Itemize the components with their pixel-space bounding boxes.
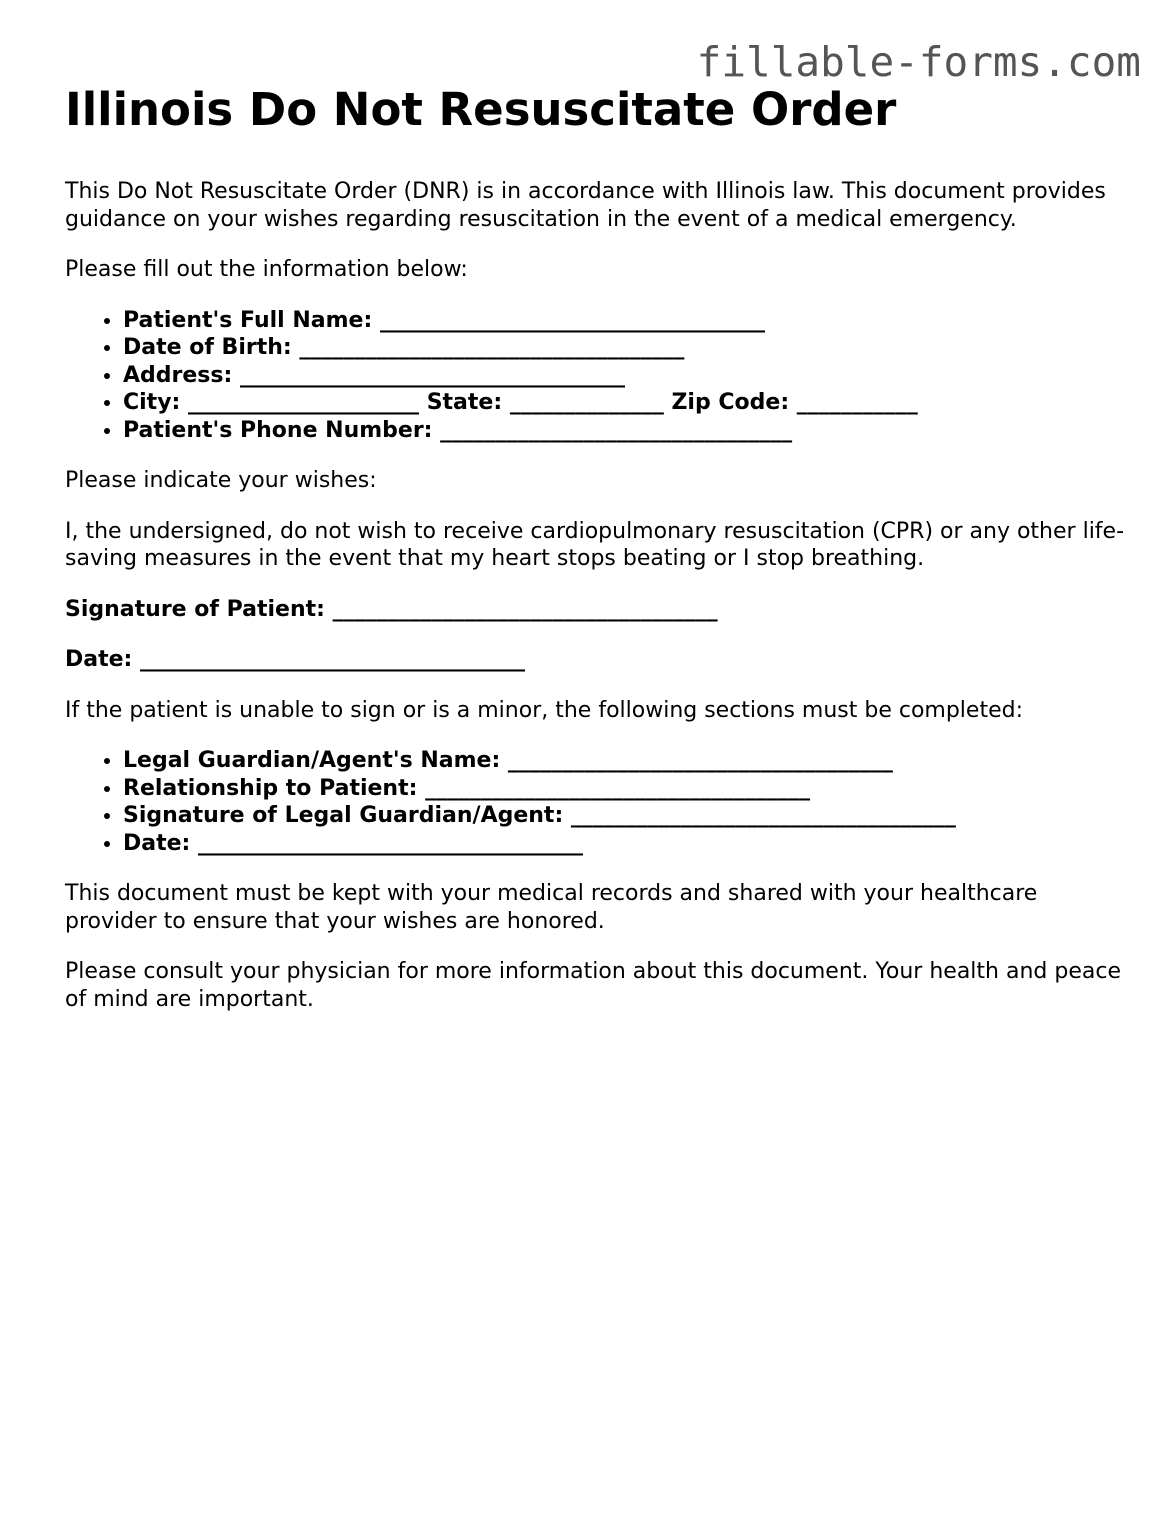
date-of-birth-field[interactable]: ___________________________________ xyxy=(299,335,685,360)
patient-full-name-item xyxy=(123,307,1125,335)
intro-paragraph: This Do Not Resuscitate Order (DNR) is in accordance with Illinois law. This document provides guidance on your wishes regarding resuscitation in the event of a medical emergency. xyxy=(65,179,1106,232)
patient-signature-field[interactable]: ___________________________________ xyxy=(332,596,718,622)
patient-info-list xyxy=(65,307,1125,445)
zip-code-field[interactable]: ___________ xyxy=(796,390,918,415)
guardian-name-field[interactable]: ___________________________________ xyxy=(507,748,893,773)
guardian-date-item xyxy=(123,830,1125,858)
patient-phone-field[interactable]: ________________________________ xyxy=(440,417,793,443)
patient-date-field[interactable]: ___________________________________ xyxy=(140,647,526,672)
guardian-name-label: Legal Guardian/Agent's Name: xyxy=(123,748,501,773)
guardian-info-list xyxy=(65,747,1125,857)
guardian-name-item xyxy=(123,747,1125,775)
guardian-signature-field[interactable]: ___________________________________ xyxy=(570,803,956,828)
address-label: Address: xyxy=(123,362,233,388)
patient-date-line xyxy=(65,646,1125,674)
date-of-birth-item xyxy=(123,334,1125,362)
state-label: State: xyxy=(426,390,503,415)
wishes-prompt: Please indicate your wishes: xyxy=(65,468,377,493)
consult-note: Please consult your physician for more information about this document. Your health and peace of mind are important. xyxy=(65,959,1121,1012)
records-note: This document must be kept with your medical records and shared with your healthcare provider to ensure that your wishes are honored. xyxy=(65,881,1038,934)
relationship-label: Relationship to Patient: xyxy=(123,775,418,801)
patient-phone-label: Patient's Phone Number: xyxy=(123,417,433,443)
relationship-item xyxy=(123,775,1125,803)
patient-full-name-field[interactable]: ___________________________________ xyxy=(379,307,765,333)
guardian-signature-item xyxy=(123,802,1125,830)
city-label: City: xyxy=(123,390,181,415)
guardian-prompt: If the patient is unable to sign or is a minor, the following sections must be completed: xyxy=(65,697,1023,723)
city-field[interactable]: _____________________ xyxy=(188,390,420,415)
patient-signature-line xyxy=(65,596,1125,624)
document-page xyxy=(65,80,1125,1036)
page-title: Illinois Do Not Resuscitate Order xyxy=(65,83,897,136)
patient-signature-label: Signature of Patient: xyxy=(65,596,325,622)
fill-prompt: Please fill out the information below: xyxy=(65,257,468,282)
address-item xyxy=(123,362,1125,390)
relationship-field[interactable]: ___________________________________ xyxy=(425,775,811,801)
guardian-signature-label: Signature of Legal Guardian/Agent: xyxy=(123,803,564,828)
address-field[interactable]: ___________________________________ xyxy=(239,362,625,388)
patient-full-name-label: Patient's Full Name: xyxy=(123,307,373,333)
watermark: fillable-forms.com xyxy=(696,38,1141,86)
zip-code-label: Zip Code: xyxy=(671,390,790,415)
dnr-statement: I, the undersigned, do not wish to receive cardiopulmonary resuscitation (CPR) or any other life-saving measures in the event that my heart stops beating or I stop breathing. xyxy=(65,518,1125,571)
state-field[interactable]: ______________ xyxy=(509,390,664,415)
guardian-date-label: Date: xyxy=(123,830,191,856)
patient-date-label: Date: xyxy=(65,647,133,672)
city-state-zip-item xyxy=(123,389,1125,417)
patient-phone-item xyxy=(123,417,1125,445)
date-of-birth-label: Date of Birth: xyxy=(123,335,292,360)
guardian-date-field[interactable]: ___________________________________ xyxy=(198,830,584,856)
